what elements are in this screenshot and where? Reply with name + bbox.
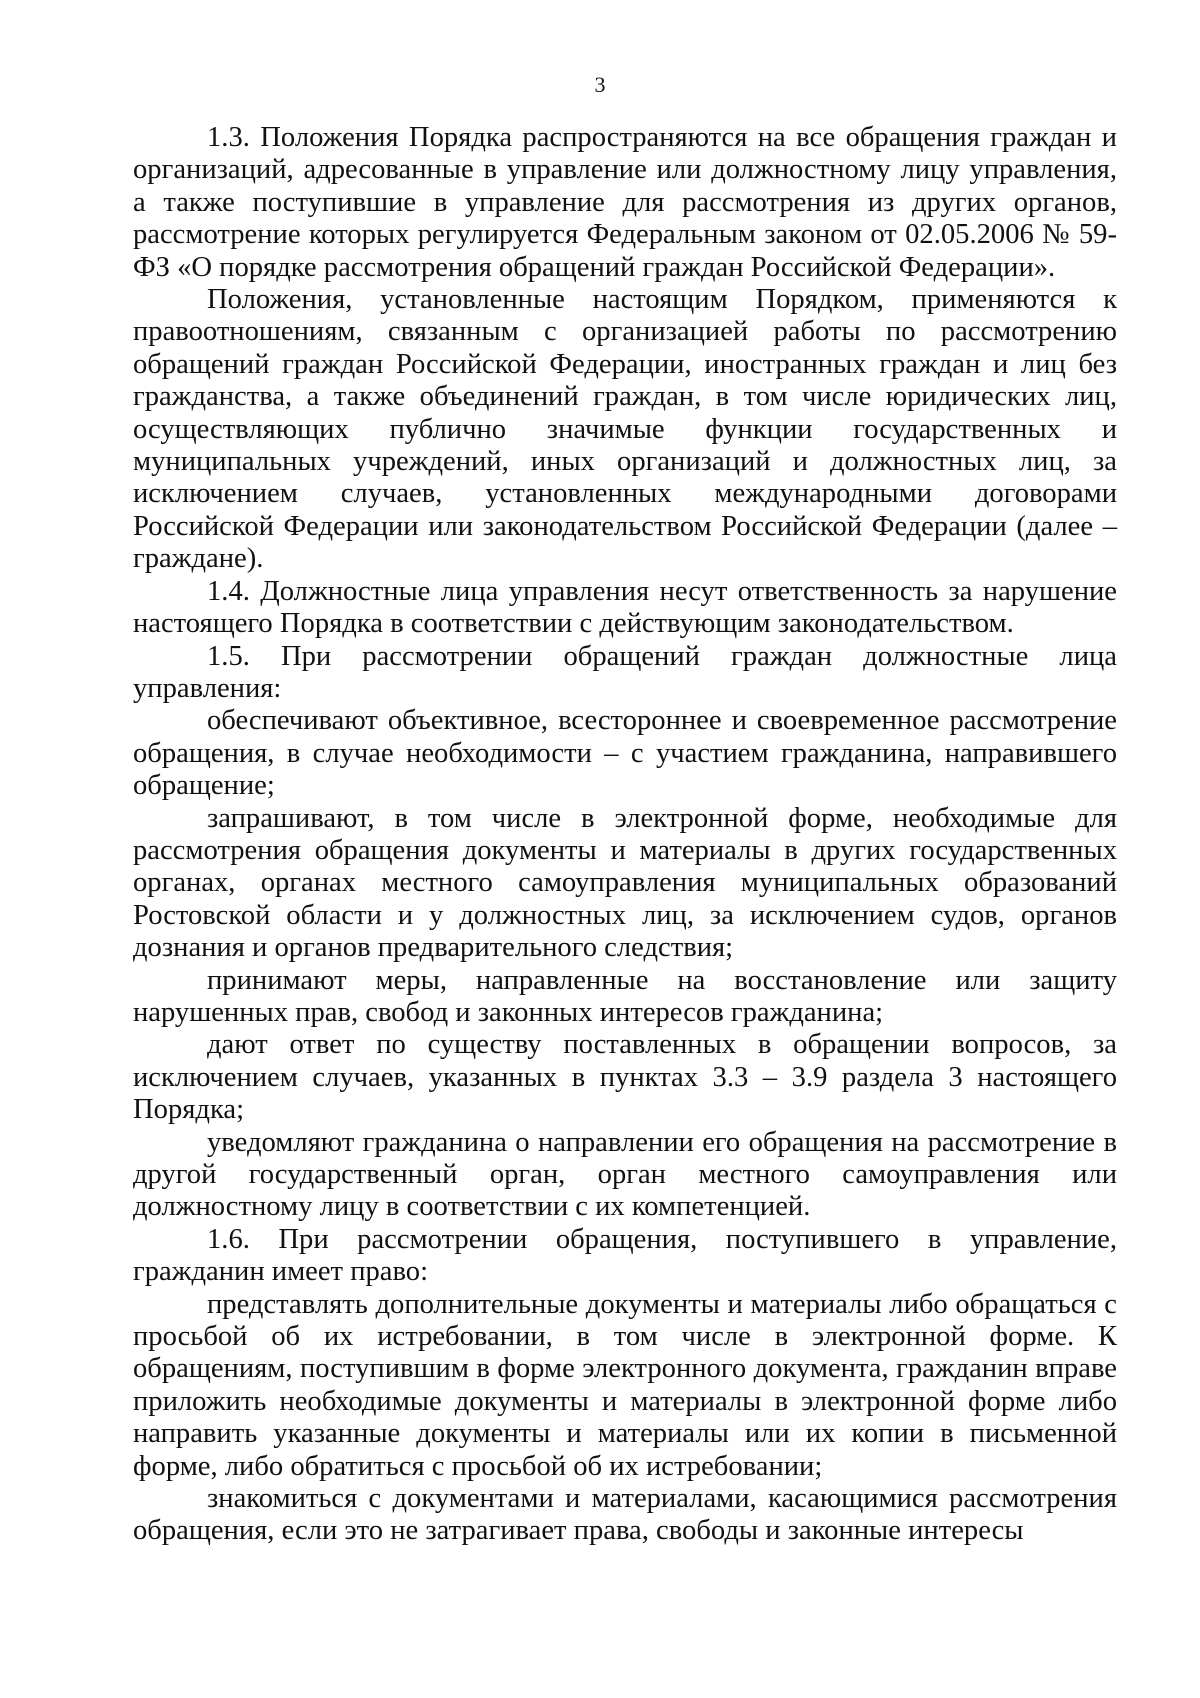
paragraph-list-item: принимают меры, направленные на восстановление или защиту нарушенных прав, свобод и законных интересов гражданина; [133, 964, 1117, 1028]
paragraph-list-item: знакомиться с документами и материалами, касающимися рассмотрения обращения, если это не затрагивает права, свободы и законные интересы [133, 1483, 1117, 1547]
paragraph-1-6: 1.6. При рассмотрении обращения, поступившего в управление, гражданин имеет право: [133, 1223, 1117, 1288]
paragraph-1-4: 1.4. Должностные лица управления несут ответственность за нарушение настоящего Порядка в соответствии с действующим законодательством. [133, 575, 1117, 640]
paragraph-list-item: запрашивают, в том числе в электронной форме, необходимые для рассмотрения обращения документы и материалы в других государственных органах, органах местного самоуправления муниципальных образований Ростовской области и у должностных лиц, за исключением судов, органов дознания и органов предварительного следствия; [133, 802, 1117, 964]
page-number: 3 [594, 72, 606, 97]
paragraph-1-5: 1.5. При рассмотрении обращений граждан должностные лица управления: [133, 640, 1117, 704]
paragraph-list-item: представлять дополнительные документы и материалы либо обращаться с просьбой об их истребовании, в том числе в электронной форме. К обращениям, поступившим в форме электронного документа, гражданин вправе приложить необходимые документы и материалы в электронной форме либо направить указанные документы и материалы или их копии в письменной форме, либо обратиться с просьбой об их истребовании; [133, 1288, 1117, 1482]
paragraph-list-item: обеспечивают объективное, всестороннее и своевременное рассмотрение обращения, в случае необходимости – с участием гражданина, направившего обращение; [133, 705, 1117, 802]
document-body [133, 122, 1117, 1548]
paragraph-1-3: 1.3. Положения Порядка распространяются на все обращения граждан и организаций, адресованные в управление или должностному лицу управления, а также поступившие в управление для рассмотрения из других органов, рассмотрение которых регулируется Федеральным законом от 02.05.2006 № 59-ФЗ «О порядке рассмотрения обращений граждан Российской Федерации». [133, 122, 1117, 283]
paragraph-list-item: дают ответ по существу поставленных в обращении вопросов, за исключением случаев, указанных в пунктах 3.3 – 3.9 раздела 3 настоящего Порядка; [133, 1029, 1117, 1126]
paragraph-scope: Положения, установленные настоящим Порядком, применяются к правоотношениям, связанным с организацией работы по рассмотрению обращений граждан Российской Федерации, иностранных граждан и лиц без гражданства, а также объединений граждан, в том числе юридических лиц, осуществляющих публично значимые функции государственных и муниципальных учреждений, иных организаций и должностных лиц, за исключением случаев, установленных международными договорами Российской Федерации или законодательством Российской Федерации (далее – граждане). [133, 284, 1117, 575]
paragraph-list-item: уведомляют гражданина о направлении его обращения на рассмотрение в другой государственный орган, орган местного самоуправления или должностному лицу в соответствии с их компетенцией. [133, 1126, 1117, 1223]
